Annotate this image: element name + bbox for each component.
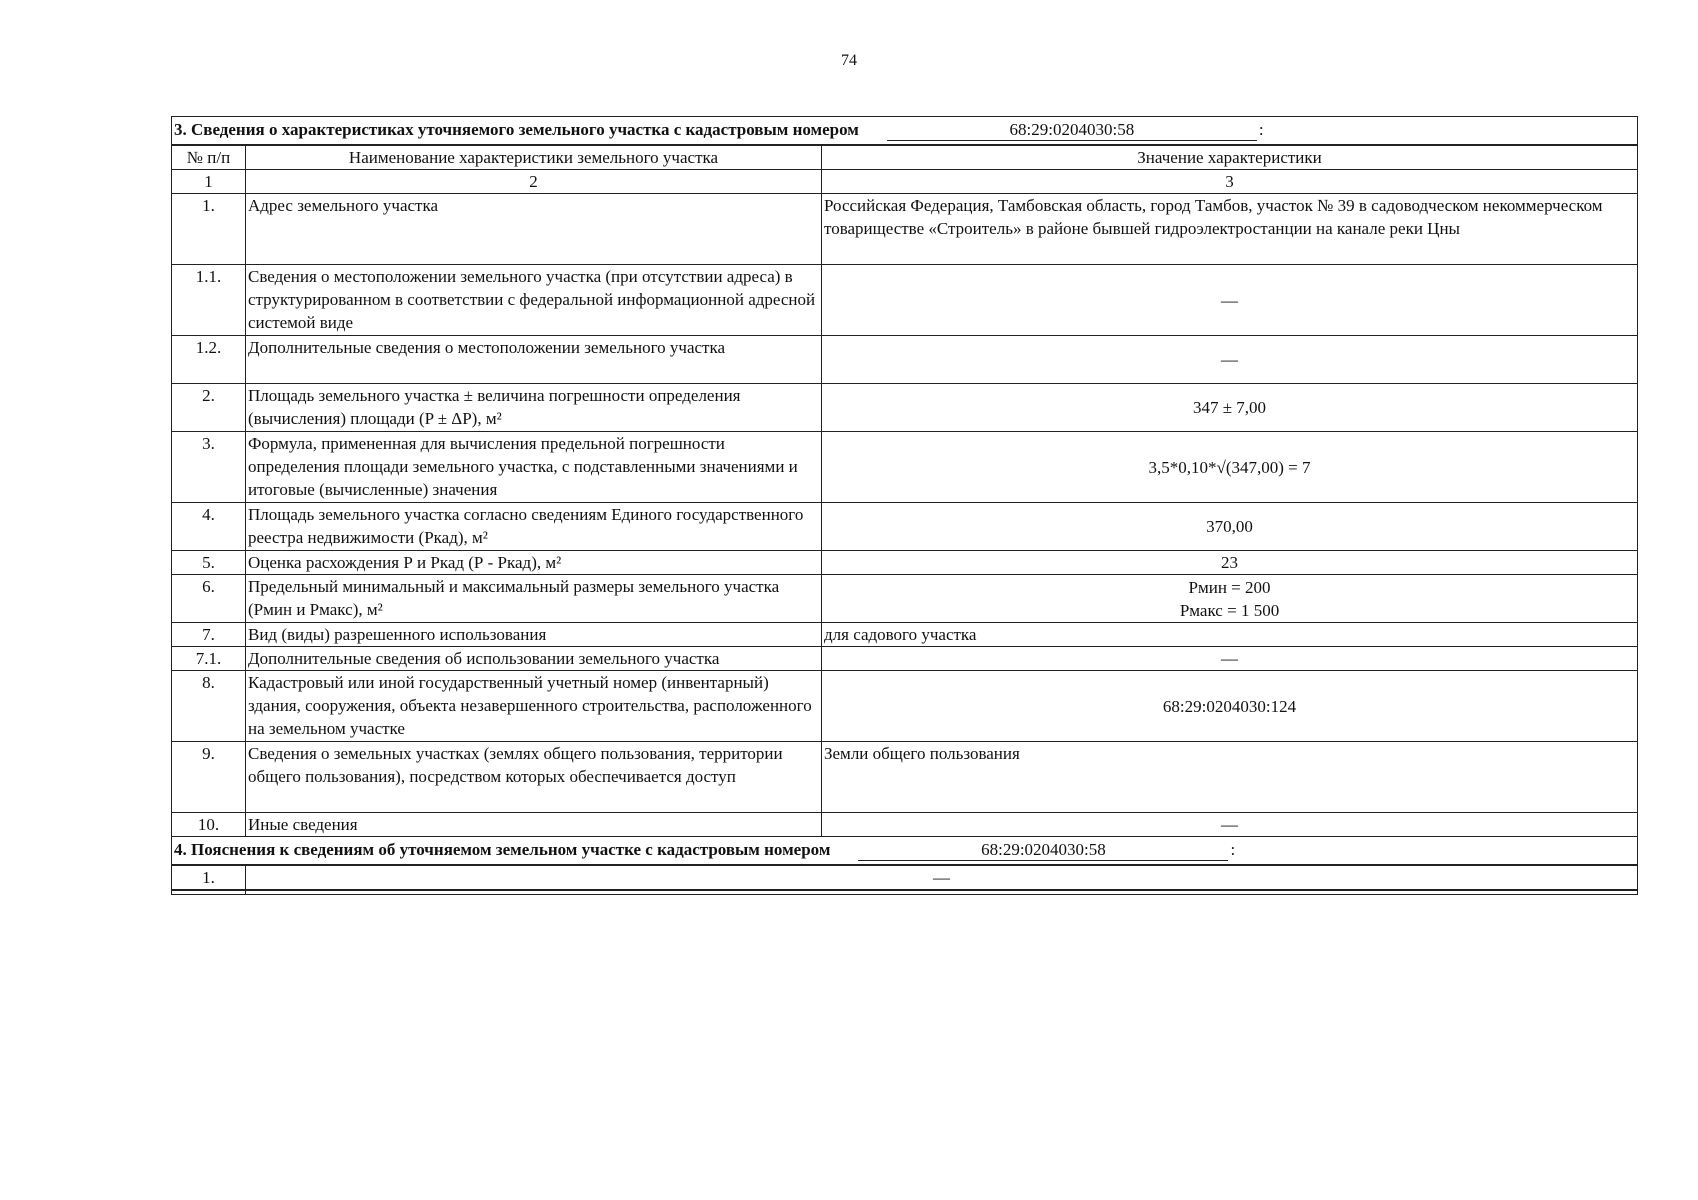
row-number: 1.1. (172, 265, 246, 336)
row-number: 4. (172, 503, 246, 551)
row-number: 1.2. (172, 336, 246, 384)
row-name: Площадь земельного участка ± величина погрешности определения (вычисления) площади (P ± ΔP), м² (246, 384, 822, 432)
row-value: 23 (822, 551, 1638, 575)
row-value: — (822, 647, 1638, 671)
table-row (172, 575, 1638, 623)
table-row (172, 432, 1638, 503)
row-value: 3,5*0,10*√(347,00) = 7 (822, 432, 1638, 503)
row-name: Сведения о земельных участках (землях общего пользования, территории общего пользования), посредством которых обеспечивается доступ (246, 742, 822, 813)
row-value: Российская Федерация, Тамбовская область, город Тамбов, участок № 39 в садоводческом некоммерческом товариществе «Строитель» в районе бывшей гидроэлектростанции на канале реки Цны (822, 194, 1638, 265)
section-4-title: 4. Пояснения к сведениям об уточняемом земельном участке с кадастровым номером (174, 840, 831, 859)
row-name: Дополнительные сведения об использовании земельного участка (246, 647, 822, 671)
section-3-heading (172, 117, 1638, 146)
row-value: — (822, 265, 1638, 336)
table-row (172, 742, 1638, 813)
table-row (172, 813, 1638, 837)
min-area-value: Рмин = 200 (1188, 577, 1271, 597)
land-plot-characteristics-table (171, 116, 1638, 895)
header-characteristic-name: Наименование характеристики земельного участка (246, 145, 822, 170)
row-value: для садового участка (822, 623, 1638, 647)
table-row (172, 671, 1638, 742)
row-value: 347 ± 7,00 (822, 384, 1638, 432)
table-row (172, 336, 1638, 384)
row-number: 3. (172, 432, 246, 503)
section-4-cadastral-number: 68:29:0204030:58 (858, 840, 1228, 861)
header-number: № п/п (172, 145, 246, 170)
table-row (172, 503, 1638, 551)
row-value: 68:29:0204030:124 (822, 671, 1638, 742)
header-row (172, 145, 1638, 170)
row-value: 370,00 (822, 503, 1638, 551)
row-value (822, 575, 1638, 623)
row-number: 9. (172, 742, 246, 813)
table-row (172, 265, 1638, 336)
table-bottom-strip (172, 890, 1638, 895)
row-number: 5. (172, 551, 246, 575)
section-4-heading (172, 837, 1638, 866)
row-name: Кадастровый или иной государственный учетный номер (инвентарный) здания, сооружения, объекта незавершенного строительства, расположенного на земельном участке (246, 671, 822, 742)
table-row (172, 623, 1638, 647)
section-3-cadastral-number: 68:29:0204030:58 (887, 120, 1257, 141)
column-number-2: 2 (246, 170, 822, 194)
row-name: Вид (виды) разрешенного использования (246, 623, 822, 647)
section-3-heading-row (172, 117, 1638, 146)
table-row (172, 384, 1638, 432)
row-number: 8. (172, 671, 246, 742)
table-row (172, 865, 1638, 890)
row-name: Иные сведения (246, 813, 822, 837)
column-number-1: 1 (172, 170, 246, 194)
table-row (172, 551, 1638, 575)
row-name: Дополнительные сведения о местоположении земельного участка (246, 336, 822, 384)
row-number: 1. (172, 194, 246, 265)
row-name: Оценка расхождения Р и Ркад (Р - Ркад), м² (246, 551, 822, 575)
max-area-value: Рмакс = 1 500 (1179, 600, 1280, 620)
row-number: 7.1. (172, 647, 246, 671)
table-row (172, 194, 1638, 265)
row-value: — (246, 865, 1638, 890)
row-name: Формула, примененная для вычисления предельной погрешности определения площади земельного участка, с подставленными значениями и итоговые (вычисленные) значения (246, 432, 822, 503)
row-value: — (822, 336, 1638, 384)
section-3-title: 3. Сведения о характеристиках уточняемого земельного участка с кадастровым номером (174, 120, 859, 139)
row-number: 2. (172, 384, 246, 432)
row-name: Предельный минимальный и максимальный размеры земельного участка (Рмин и Рмакс), м² (246, 575, 822, 623)
row-value: Земли общего пользования (822, 742, 1638, 813)
header-characteristic-value: Значение характеристики (822, 145, 1638, 170)
row-value: — (822, 813, 1638, 837)
row-name: Адрес земельного участка (246, 194, 822, 265)
bottom-strip-cell (246, 890, 1638, 895)
row-number: 1. (172, 865, 246, 890)
page-number: 74 (841, 52, 857, 69)
row-number: 7. (172, 623, 246, 647)
row-number: 10. (172, 813, 246, 837)
row-name: Площадь земельного участка согласно сведениям Единого государственного реестра недвижимости (Ркад), м² (246, 503, 822, 551)
section-4-colon: : (1230, 840, 1236, 859)
row-number: 6. (172, 575, 246, 623)
section-3-colon: : (1258, 120, 1264, 139)
column-number-3: 3 (822, 170, 1638, 194)
table-row (172, 647, 1638, 671)
section-4-heading-row (172, 837, 1638, 866)
column-numbers-row (172, 170, 1638, 194)
row-name: Сведения о местоположении земельного участка (при отсутствии адреса) в структурированном в соответствии с федеральной информационной адресной системой виде (246, 265, 822, 336)
bottom-strip-cell (172, 890, 246, 895)
